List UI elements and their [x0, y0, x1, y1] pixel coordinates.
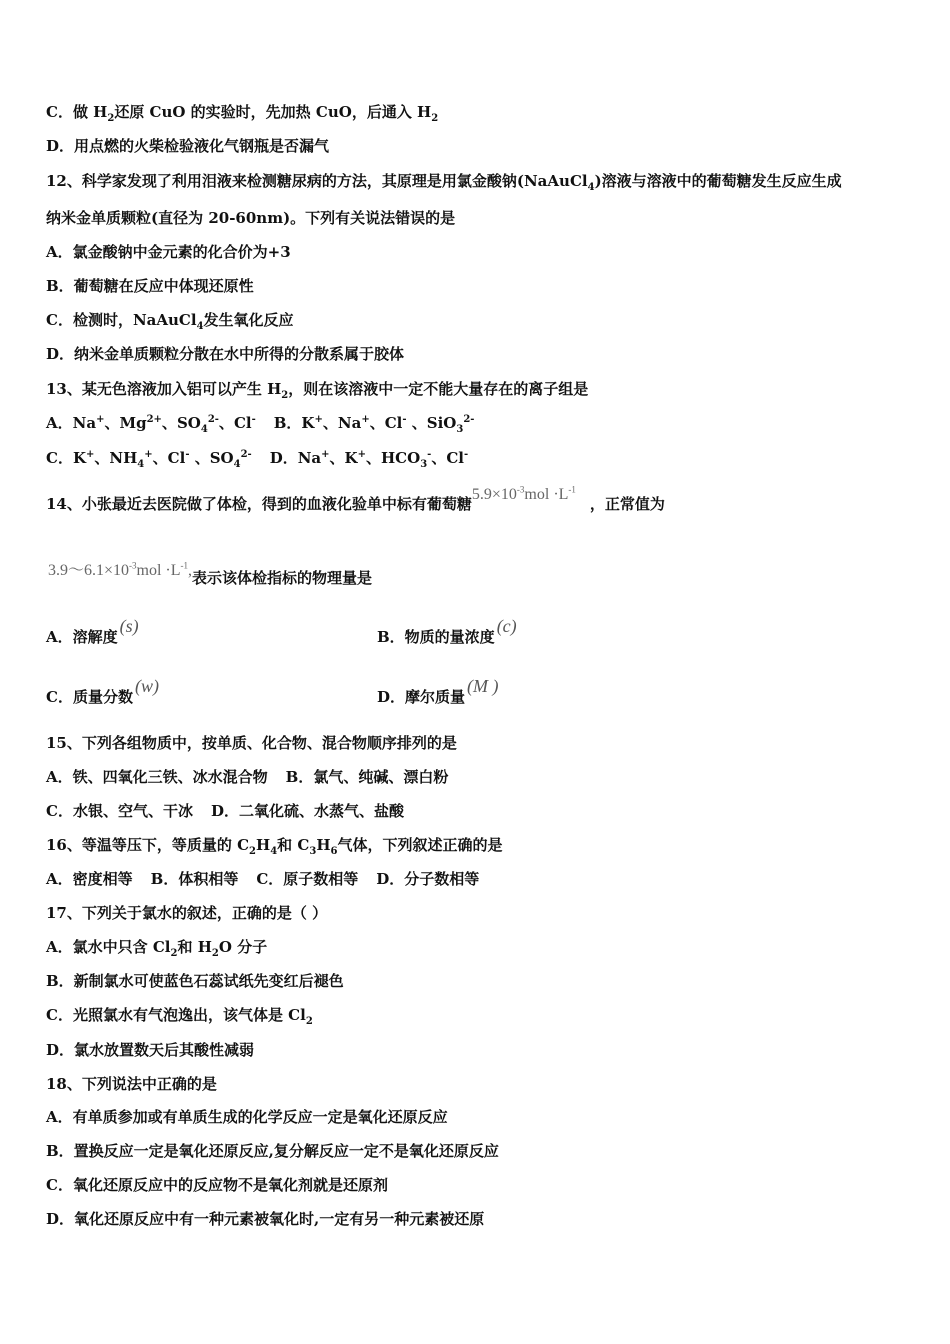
- option-18c: C．氧化还原反应中的反应物不是氧化剂就是还原剂: [46, 1176, 388, 1194]
- options-16: A．密度相等 B．体积相等 C．原子数相等 D．分子数相等: [46, 870, 480, 888]
- option-18b: B．置换反应一定是氧化还原反应,复分解反应一定不是氧化还原反应: [46, 1142, 499, 1160]
- option-11c: C．做 $H_2$还原 CuO 的实验时，先加热 CuO，后通入 $H_2$: [46, 103, 439, 124]
- option-11d: D．用点燃的火柴检验液化气钢瓶是否漏气: [46, 137, 330, 155]
- option-14c: C．质量分数(w): [46, 676, 159, 706]
- question-13-stem: 13、某无色溶液加入铝可以产生 $H_2$，则在该溶液中一定不能大量存在的离子组是: [46, 380, 589, 401]
- question-12-stem-2: 纳米金单质颗粒(直径为 20-60nm)。下列有关说法错误的是: [46, 209, 456, 227]
- question-18-stem: 18、下列说法中正确的是: [46, 1075, 217, 1093]
- question-14-stem-2: $3.9\sim 6.1\times 10^{-3}mol \cdot L^{-1}$,表示该体检指标的物理量是: [48, 560, 373, 587]
- options-15cd: C．水银、空气、干冰 D．二氧化硫、水蒸气、盐酸: [46, 802, 404, 820]
- option-18d: D．氧化还原反应中有一种元素被氧化时,一定有另一种元素被还原: [46, 1210, 485, 1228]
- option-17b: B．新制氯水可使蓝色石蕊试纸先变红后褪色: [46, 972, 344, 990]
- option-12c: C．检测时，NaAuCl$_4$发生氧化反应: [46, 311, 294, 332]
- question-16-stem: 16、等温等压下，等质量的 $C_2H_4$和 $C_3H_6$气体，下列叙述正确的是: [46, 836, 503, 857]
- option-14a: A．溶解度(s): [46, 616, 139, 646]
- glucose-value-formula: $5.9\times 10^{-3}mol \cdot L^{-1}$: [471, 484, 576, 503]
- option-17d: D．氯水放置数天后其酸性减弱: [46, 1041, 255, 1059]
- question-12-stem-1: 12、科学家发现了利用泪液来检测糖尿病的方法，其原理是用氯金酸钠(NaAuCl$_4$)溶液与溶液中的葡萄糖发生反应生成: [46, 172, 842, 193]
- options-13cd: C．K+、$NH_4^+$、Cl- 、$SO_4^{2-}$ D．Na+、K+、$HCO_3^-$、Cl-: [46, 449, 469, 470]
- question-14-stem-1: 14、小张最近去医院做了体检，得到的血液化验单中标有葡萄糖$5.9\times 10^{-3}mol \cdot L^{-1}$，正常值为: [46, 484, 665, 513]
- option-17c: C．光照氯水有气泡逸出，该气体是 $Cl_2$: [46, 1006, 313, 1027]
- option-12a: A．氯金酸钠中金元素的化合价为+3: [46, 243, 291, 261]
- option-18a: A．有单质参加或有单质生成的化学反应一定是氧化还原反应: [46, 1108, 448, 1126]
- option-12b: B．葡萄糖在反应中体现还原性: [46, 277, 254, 295]
- options-13ab: A．Na+、$Mg^{2+}$、$SO_4^{2-}$、Cl- B．K+、Na+、Cl- 、SiO$_3^{2-}$: [46, 414, 475, 435]
- question-15-stem: 15、下列各组物质中，按单质、化合物、混合物顺序排列的是: [46, 734, 457, 752]
- options-15ab: A．铁、四氧化三铁、冰水混合物 B．氯气、纯碱、漂白粉: [46, 768, 449, 786]
- normal-range-formula: $3.9\sim 6.1\times 10^{-3}mol \cdot L^{-1}$,: [48, 560, 193, 579]
- option-14b: B．物质的量浓度(c): [377, 616, 517, 646]
- option-17a: A．氯水中只含 $Cl_2$和 $H_2O$ 分子: [46, 938, 268, 959]
- question-17-stem: 17、下列关于氯水的叙述，正确的是（ ）: [46, 904, 328, 922]
- option-14d: D．摩尔质量(M ): [377, 676, 499, 706]
- option-12d: D．纳米金单质颗粒分散在水中所得的分散系属于胶体: [46, 345, 405, 363]
